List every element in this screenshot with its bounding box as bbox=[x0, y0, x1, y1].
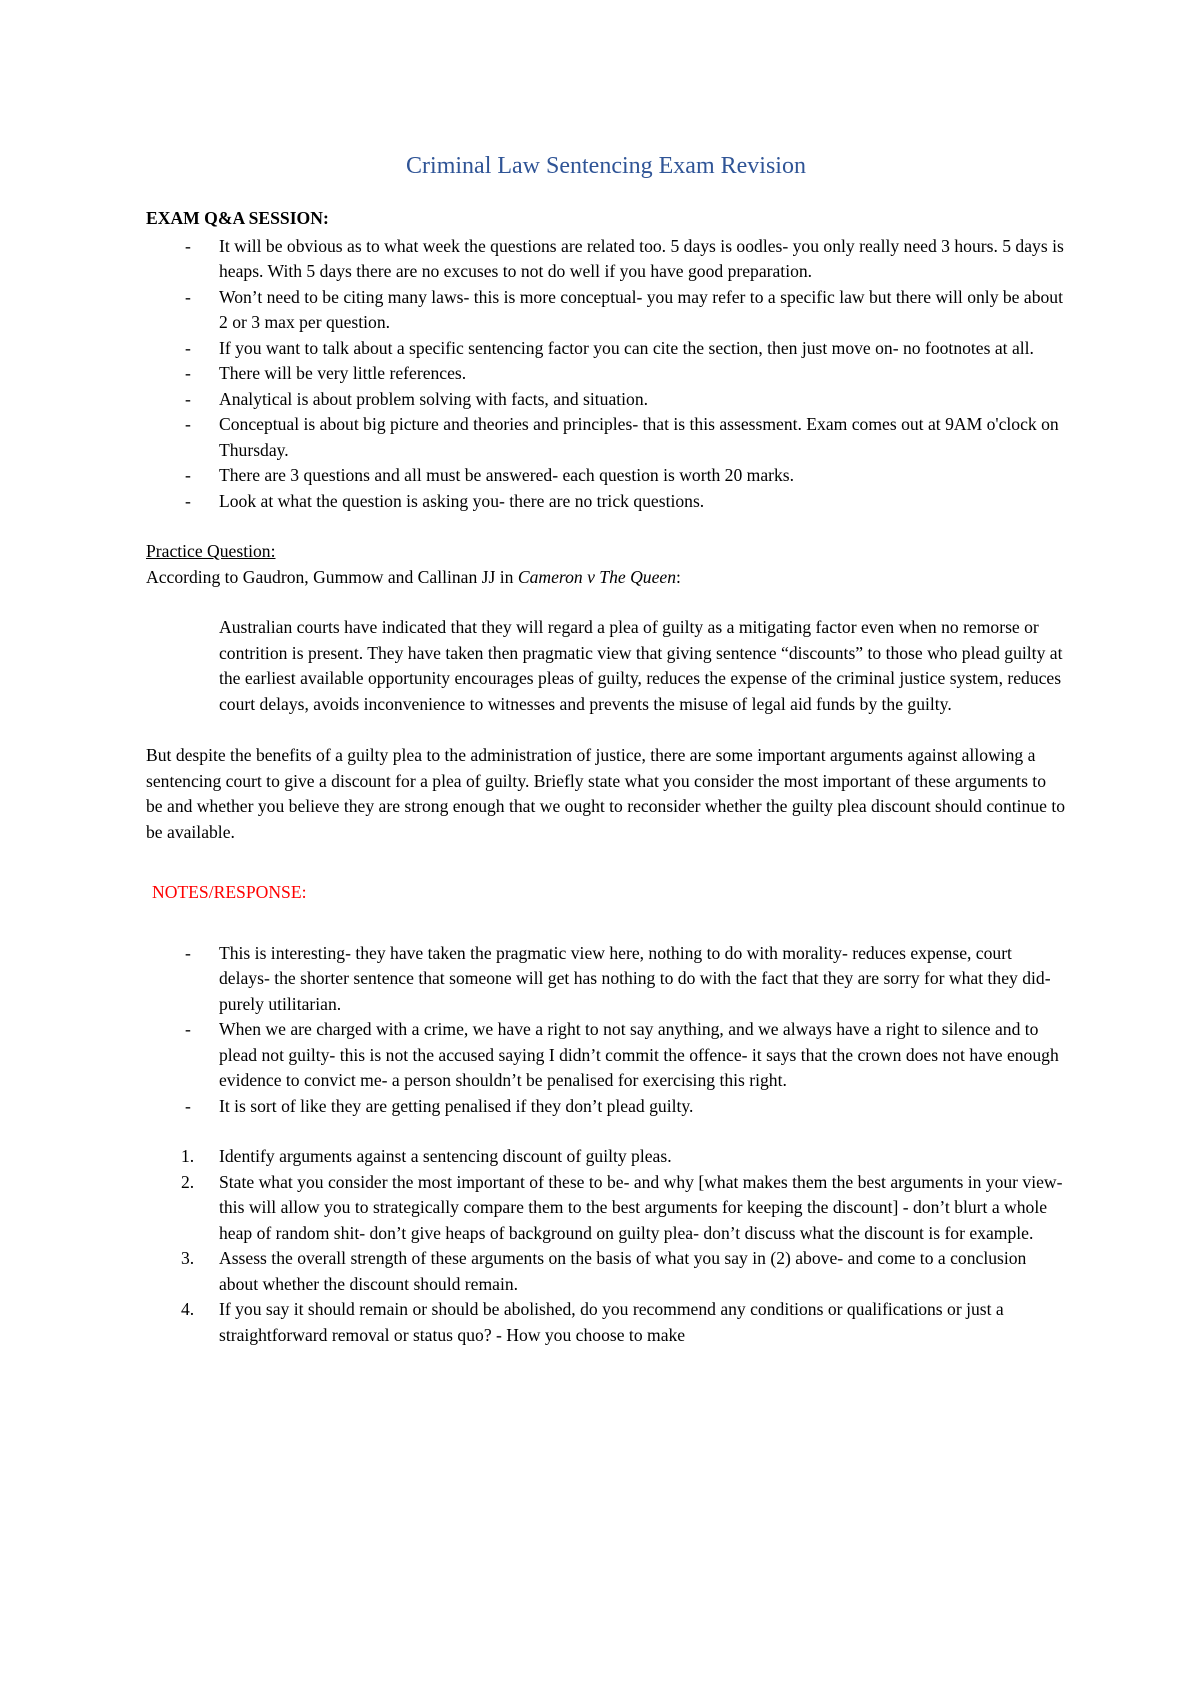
list-item: - Look at what the question is asking you- there are no trick questions. bbox=[146, 489, 1066, 515]
notes-heading: NOTES/RESPONSE: bbox=[152, 882, 307, 902]
practice-intro: According to Gaudron, Gummow and Callinan JJ in Cameron v The Queen: bbox=[146, 566, 681, 587]
list-item: - This is interesting- they have taken the pragmatic view here, nothing to do with morality- reduces expense, court delays- the shorter sentence that someone will get has nothing to do with the fact that they are sorry for what they did- purely utilitarian. bbox=[185, 942, 1051, 1014]
document-title: Criminal Law Sentencing Exam Revision bbox=[406, 153, 806, 179]
list-item: - It will be obvious as to what week the questions are related too. 5 days is oodles- you only really need 3 hours. 5 days is heaps. With 5 days there are no excuses to not do well if you have good preparation. bbox=[185, 235, 1064, 281]
step-number: 1. bbox=[181, 1146, 195, 1166]
steps-list bbox=[146, 1144, 1066, 1348]
list-item: - When we are charged with a crime, we have a right to not say anything, and we always have a right to silence and to plead not guilty- this is not the accused saying I didn’t commit the offence- it says that the crown does not have enough evidence to convict me- a person shouldn’t be penalised for exercising this right. bbox=[185, 1019, 1059, 1090]
dash-marker: - bbox=[185, 1095, 191, 1116]
list-item: - There will be very little references. bbox=[146, 361, 1066, 387]
question-paragraph: But despite the benefits of a guilty plea to the administration of justice, there are some important arguments against allowing a sentencing court to give a discount for a plea of guilty. Briefly state what you consider the most important of these arguments to be and whether you believe they are strong enough that we ought to reconsider whether the guilty plea discount should continue to be available. bbox=[146, 745, 1066, 842]
list-item: 1. Identify arguments against a sentencing discount of guilty pleas. bbox=[146, 1144, 1066, 1170]
list-item: - Won’t need to be citing many laws- this is more conceptual- you may refer to a specific law but there will only be about 2 or 3 max per question. bbox=[185, 286, 1063, 332]
list-item: 3. Assess the overall strength of these arguments on the basis of what you say in (2) above- and come to a conclusion about whether the discount should remain. bbox=[181, 1248, 1027, 1294]
dash-marker: - bbox=[185, 337, 191, 358]
dash-marker: - bbox=[185, 286, 191, 307]
list-item: 4. If you say it should remain or should be abolished, do you recommend any conditions or qualifications or just a straightforward removal or status quo? - How you choose to make bbox=[181, 1299, 1004, 1345]
list-item: - Conceptual is about big picture and theories and principles- that is this assessment. Exam comes out at 9AM o'clock on Thursday. bbox=[185, 414, 1059, 460]
practice-question-label: Practice Question: bbox=[146, 541, 276, 561]
exam-heading: EXAM Q&A SESSION: bbox=[146, 208, 329, 228]
step-number: 4. bbox=[181, 1299, 195, 1319]
dash-marker: - bbox=[185, 414, 191, 434]
dash-marker: - bbox=[185, 942, 191, 963]
exam-points-list bbox=[146, 234, 1066, 515]
dash-marker: - bbox=[185, 388, 191, 409]
dash-marker: - bbox=[185, 363, 191, 383]
notes-list bbox=[146, 941, 1066, 1120]
list-item: - It is sort of like they are getting penalised if they don’t plead guilty. bbox=[146, 1094, 1066, 1120]
step-number: 3. bbox=[181, 1248, 195, 1268]
document-content bbox=[146, 150, 1066, 1348]
dash-marker: - bbox=[185, 235, 191, 256]
list-item: - Analytical is about problem solving with facts, and situation. bbox=[146, 387, 1066, 413]
list-item: 2. State what you consider the most important of these to be- and why [what makes them the best arguments in your view- this will allow you to strategically compare them to the best arguments for keeping the discount] - don’t blurt a whole heap of random shit- don’t give heaps of background on guilty plea- don’t discuss what the discount is for example. bbox=[181, 1171, 1063, 1243]
step-number: 2. bbox=[181, 1171, 195, 1192]
list-item: - If you want to talk about a specific sentencing factor you can cite the section, then just move on- no footnotes at all. bbox=[146, 336, 1066, 362]
block-quote: Australian courts have indicated that they will regard a plea of guilty as a mitigating factor even when no remorse or contrition is present. They have taken then pragmatic view that giving sentence “discounts” to those who plead guilty at the earliest available opportunity encourages pleas of guilty, reduces the expense of the criminal justice system, reduces court delays, avoids inconvenience to witnesses and prevents the misuse of legal aid funds by the guilty. bbox=[219, 617, 1063, 714]
dash-marker: - bbox=[185, 465, 191, 485]
list-item: - There are 3 questions and all must be answered- each question is worth 20 marks. bbox=[146, 463, 1066, 489]
dash-marker: - bbox=[185, 490, 191, 511]
case-name: Cameron v The Queen bbox=[517, 566, 677, 587]
dash-marker: - bbox=[185, 1019, 191, 1039]
